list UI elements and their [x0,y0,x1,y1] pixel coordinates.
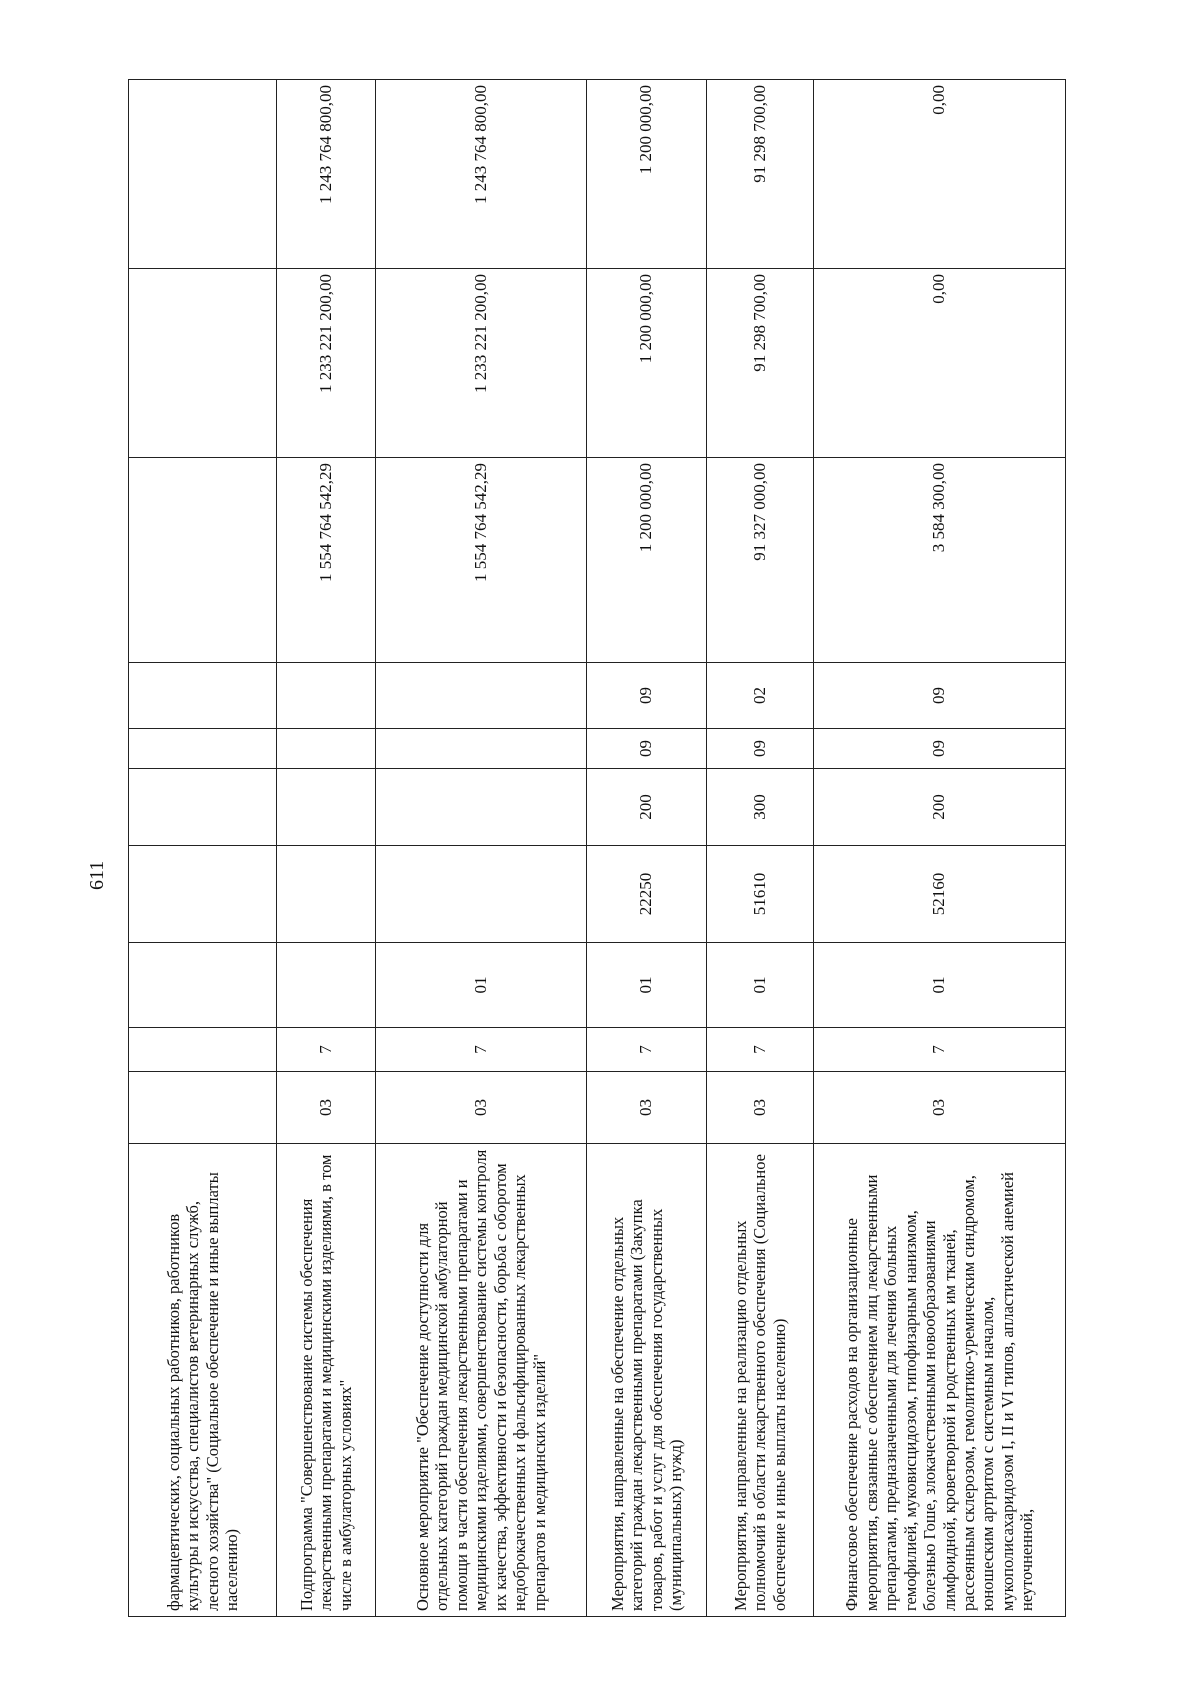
code-cell: 09 [814,663,1066,729]
code-cell: 200 [587,769,707,846]
code-cell: 02 [707,663,814,729]
row-description: Финансовое обеспечение расходов на организационные мероприятия, связанные с обеспечением лиц лекарственными препаратами, предназначенными для лечения больных гемофилией, муковисцидозом, гипофизарным нанизмом, болезнью Гоше, злокачественными новообразованиями лимфоидной, кроветворной и родственных им тканей, рассеянным склерозом, гемолитико-уремическим синдромом, юношеским артритом с системным началом, мукополисахаридозом I, II и VI типов, апластической анемией неуточненной, [814,1144,1066,1617]
table-row [129,80,277,1617]
row-description: Мероприятия, направленные на обеспечение отдельных категорий граждан лекарственными препаратами (Закупка товаров, работ и услуг для обеспечения государственных (муниципальных) нужд) [587,1144,707,1617]
code-cell [129,769,277,846]
table-row [277,80,376,1617]
code-cell: 51610 [707,846,814,943]
code-cell: 200 [814,769,1066,846]
amount-cell: 1 233 221 200,00 [376,269,587,458]
code-cell: 52160 [814,846,1066,943]
row-description: фармацевтических, социальных работников, работников культуры и искусства, специалистов ветеринарных служб, лесного хозяйства" (Социальное обеспечение и иные выплаты населению) [129,1144,277,1617]
amount-cell [129,458,277,663]
code-cell: 7 [587,1028,707,1072]
amount-cell: 91 298 700,00 [707,80,814,269]
amount-cell: 1 200 000,00 [587,269,707,458]
code-cell [129,846,277,943]
code-cell: 09 [814,729,1066,769]
table-row [376,80,587,1617]
row-description: Мероприятия, направленные на реализацию отдельных полномочий в области лекарственного обеспечения (Социальное обеспечение и иные выплаты населению) [707,1144,814,1617]
amount-cell: 1 200 000,00 [587,458,707,663]
code-cell: 03 [376,1072,587,1144]
code-cell: 01 [587,943,707,1028]
code-cell: 22250 [587,846,707,943]
amount-cell: 1 554 764 542,29 [376,458,587,663]
code-cell: 09 [587,663,707,729]
table-body [129,80,1066,1617]
code-cell [277,729,376,769]
code-cell [277,943,376,1028]
code-cell: 01 [376,943,587,1028]
table-row [707,80,814,1617]
code-cell: 01 [707,943,814,1028]
budget-table [128,79,1066,1617]
code-cell: 01 [814,943,1066,1028]
amount-cell: 1 200 000,00 [587,80,707,269]
amount-cell: 0,00 [814,80,1066,269]
amount-cell: 1 243 764 800,00 [376,80,587,269]
row-description: Подпрограмма "Совершенствование системы обеспечения лекарственными препаратами и медицинскими изделиями, в том числе в амбулаторных условиях" [277,1144,376,1617]
table-rotator [128,80,1065,1617]
code-cell [376,663,587,729]
code-cell: 7 [707,1028,814,1072]
code-cell: 09 [707,729,814,769]
amount-cell: 91 327 000,00 [707,458,814,663]
code-cell [129,729,277,769]
code-cell [277,846,376,943]
code-cell [277,663,376,729]
code-cell [376,729,587,769]
code-cell: 03 [707,1072,814,1144]
code-cell: 7 [814,1028,1066,1072]
code-cell: 7 [376,1028,587,1072]
code-cell [376,769,587,846]
table-row [587,80,707,1617]
code-cell [129,663,277,729]
amount-cell [129,269,277,458]
amount-cell: 1 243 764 800,00 [277,80,376,269]
code-cell [129,1072,277,1144]
amount-cell: 1 233 221 200,00 [277,269,376,458]
amount-cell: 3 584 300,00 [814,458,1066,663]
table-row [814,80,1066,1617]
code-cell: 7 [277,1028,376,1072]
amount-cell: 91 298 700,00 [707,269,814,458]
code-cell [277,769,376,846]
code-cell: 300 [707,769,814,846]
code-cell: 03 [814,1072,1066,1144]
amount-cell: 0,00 [814,269,1066,458]
code-cell: 03 [587,1072,707,1144]
code-cell: 09 [587,729,707,769]
code-cell: 03 [277,1072,376,1144]
amount-cell [129,80,277,269]
row-description: Основное мероприятие "Обеспечение доступности для отдельных категорий граждан медицинской амбулаторной помощи в части обеспечения лекарственными препаратами и медицинскими изделиями, совершенствование системы контроля их качества, эффективности и безопасности, борьба с оборотом недоброкачественных и фальсифицированных лекарственных препаратов и медицинских изделий" [376,1144,587,1617]
code-cell [129,1028,277,1072]
code-cell [129,943,277,1028]
page-number: 611 [86,860,108,890]
amount-cell: 1 554 764 542,29 [277,458,376,663]
code-cell [376,846,587,943]
